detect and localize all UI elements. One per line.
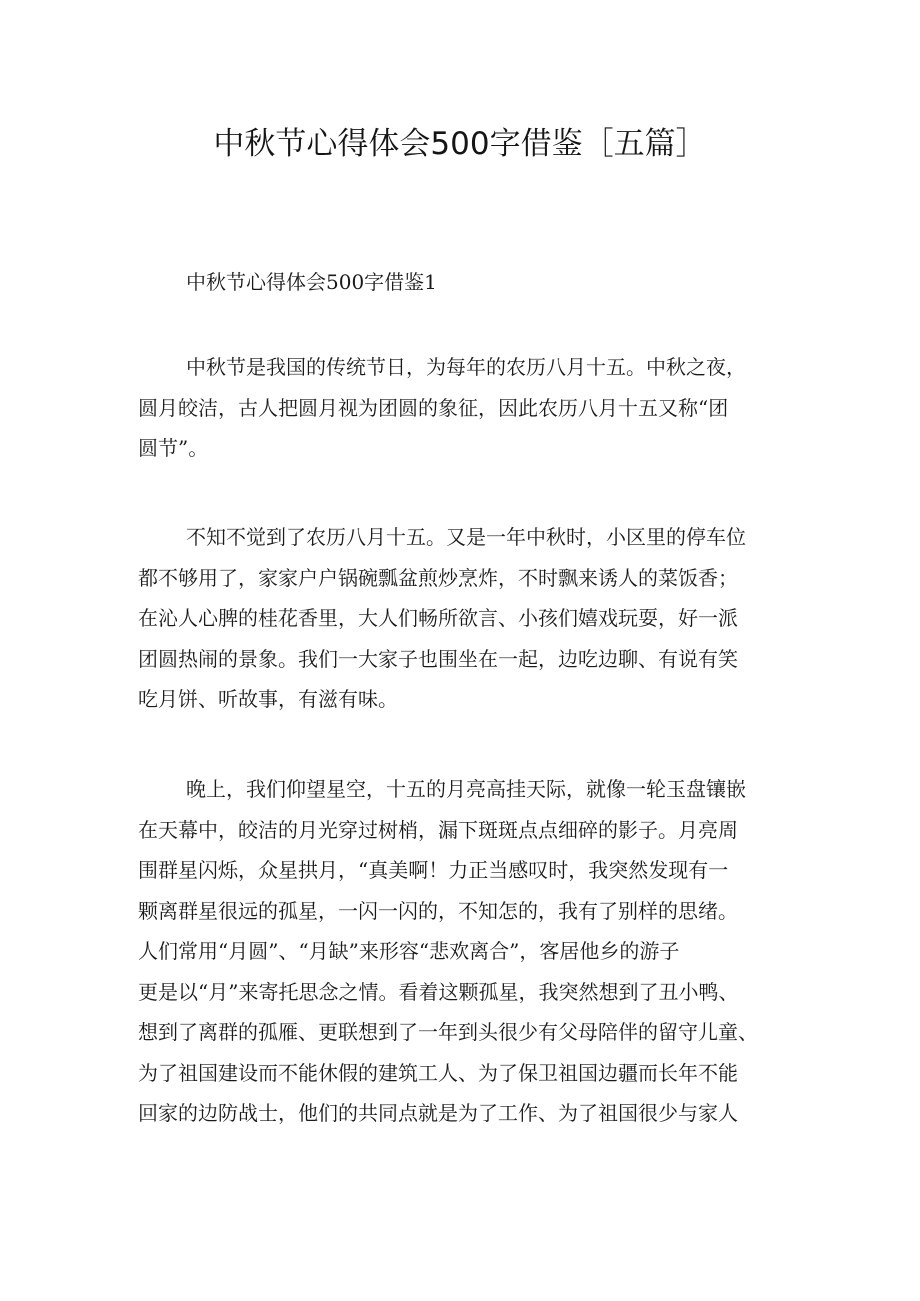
section-heading: 中秋节心得体会500字借鉴1 — [186, 270, 437, 294]
paragraph-line: 回家的边防战士，他们的共同点就是为了工作、为了祖国很少与家人 — [138, 1101, 738, 1125]
paragraph-3 — [138, 769, 788, 1134]
paragraph-line: 为了祖国建设而不能休假的建筑工人、为了保卫祖国边疆而长年不能 — [138, 1060, 738, 1085]
paragraph-line: 都不够用了，家家户户锅碗瓢盆煎炒烹炸，不时飘来诱人的菜饭香； — [138, 565, 738, 590]
paragraph-line: 晚上，我们仰望星空，十五的月亮高挂天际，就像一轮玉盘镶嵌 — [186, 777, 746, 801]
paragraph-line: 想到了离群的孤雁、更联想到了一年到头很少有父母陪伴的留守儿童、 — [138, 1020, 758, 1044]
paragraph-line: 人们常用“月圆”、“月缺”来形容“悲欢离合”，客居他乡的游子 — [138, 939, 680, 963]
paragraph-line: 中秋节是我国的传统节日，为每年的农历八月十五。中秋之夜， — [186, 355, 746, 379]
paragraph-line: 颗离群星很远的孤星，一闪一闪的，不知怎的，我有了别样的思绪。 — [138, 898, 738, 923]
paragraph-line: 吃月饼、听故事，有滋有味。 — [138, 687, 398, 711]
paragraph-2 — [138, 517, 788, 720]
paragraph-line: 围群星闪烁，众星拱月，“真美啊！力正当感叹时，我突然发现有一 — [138, 858, 729, 882]
paragraph-line: 在沁人心脾的桂花香里，大人们畅所欲言、小孩们嬉戏玩耍，好一派 — [138, 606, 738, 630]
document-title: 中秋节心得体会500字借鉴［五篇］ — [213, 126, 707, 162]
paragraph-1 — [138, 347, 788, 469]
paragraph-line: 不知不觉到了农历八月十五。又是一年中秋时，小区里的停车位 — [186, 525, 746, 549]
paragraph-line: 圆月皎洁，古人把圆月视为团圆的象征，因此农历八月十五又称“团 — [138, 395, 729, 420]
paragraph-line: 在天幕中，皎洁的月光穿过树梢，漏下斑斑点点细碎的影子。月亮周 — [138, 817, 738, 842]
paragraph-line: 更是以“月”来寄托思念之情。看着这颗孤星，我突然想到了丑小鸭、 — [138, 979, 739, 1004]
paragraph-line: 圆节”。 — [138, 436, 209, 460]
paragraph-line: 团圆热闹的景象。我们一大家子也围坐在一起，边吃边聊、有说有笑 — [138, 646, 738, 671]
